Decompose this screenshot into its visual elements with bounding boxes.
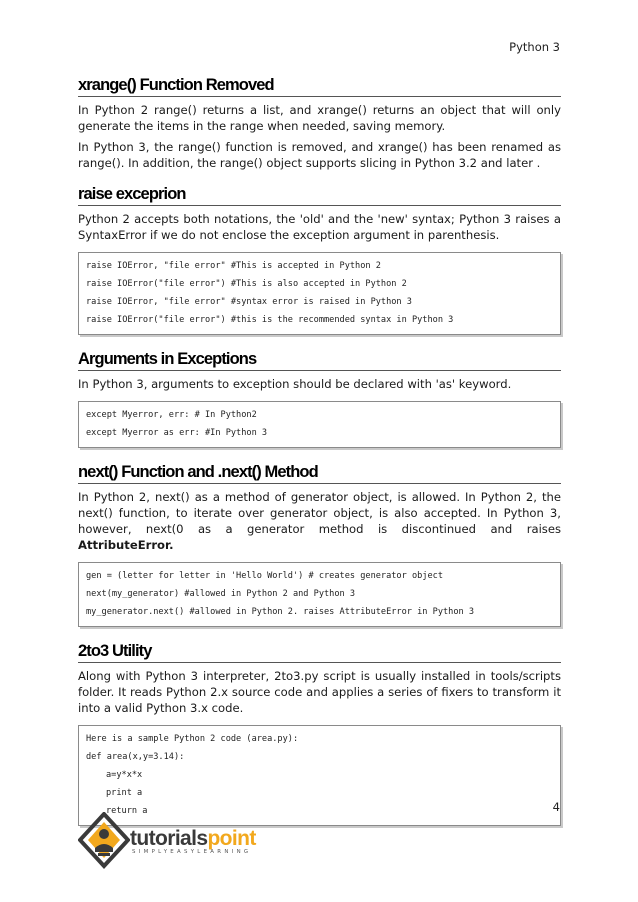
- arguments-paragraph: In Python 3, arguments to exception should be declared with 'as' keyword.: [78, 377, 512, 391]
- next-paragraph: [78, 489, 561, 553]
- next-paragraph-text: In Python 2, next() as a method of generator object, is allowed. In Python 2, the next() function, to iterate over generator object, is also accepted. In Python 3, however, next(0 as a generator method is discontinued and raises: [78, 490, 561, 536]
- code-line: return a: [106, 806, 148, 816]
- page-content: [78, 76, 561, 826]
- code-line: raise IOError("file error") #This is also accepted in Python 2: [86, 279, 407, 289]
- raise-code-block: [78, 252, 561, 335]
- code-line: except Myerror, err: # In Python2: [86, 410, 257, 420]
- logo-wordmark: [130, 827, 256, 851]
- xrange-paragraph-2: In Python 3, the range() function is removed, and xrange() has been renamed as range(). In addition, the range() object supports slicing in Python 3.2 and later .: [78, 140, 561, 170]
- code-line: my_generator.next() #allowed in Python 2. raises AttributeError in Python 3: [86, 607, 475, 617]
- section-heading-arguments: Arguments in Exceptions: [78, 350, 561, 371]
- code-line: raise IOError("file error") #this is the recommended syntax in Python 3: [86, 315, 454, 325]
- tutorialspoint-logo: [78, 812, 268, 870]
- next-code-block: [78, 562, 561, 627]
- code-line: except Myerror as err: #In Python 3: [86, 428, 268, 438]
- code-line: gen = (letter for letter in 'Hello World') # creates generator object: [86, 571, 443, 581]
- logo-tagline: SIMPLYEASYLEARNING: [132, 849, 252, 855]
- raise-paragraph: Python 2 accepts both notations, the 'old' and the 'new' syntax; Python 3 raises a SyntaxError if we do not enclose the exception argument in parenthesis.: [78, 212, 561, 242]
- code-line: raise IOError, "file error" #This is accepted in Python 2: [86, 261, 381, 271]
- page-number: 4: [552, 800, 560, 814]
- logo-diamond-icon: [78, 812, 130, 870]
- code-line: a=y*x*x: [106, 770, 143, 780]
- arguments-code-block: [78, 401, 561, 448]
- logo-text-accent: point: [207, 827, 256, 850]
- code-line: def area(x,y=3.14):: [86, 752, 185, 762]
- code-line: next(my_generator) #allowed in Python 2 and Python 3: [86, 589, 356, 599]
- running-header: Python 3: [509, 40, 560, 54]
- 2to3-paragraph: Along with Python 3 interpreter, 2to3.py script is usually installed in tools/scripts folder. It reads Python 2.x source code and applies a series of fixers to transform it into a valid Python 3.x code.: [78, 669, 561, 715]
- code-line: Here is a sample Python 2 code (area.py):: [86, 734, 299, 744]
- 2to3-code-block: [78, 725, 561, 826]
- code-line: raise IOError, "file error" #syntax error is raised in Python 3: [86, 297, 412, 307]
- section-heading-next: next() Function and .next() Method: [78, 463, 561, 484]
- next-paragraph-bold: AttributeError.: [78, 538, 174, 552]
- section-heading-xrange: xrange() Function Removed: [78, 76, 561, 97]
- logo-text-main: tutorials: [130, 827, 208, 850]
- xrange-paragraph-1: In Python 2 range() returns a list, and xrange() returns an object that will only generate the items in the range when needed, saving memory.: [78, 103, 561, 133]
- code-line: print a: [106, 788, 143, 798]
- section-heading-2to3: 2to3 Utility: [78, 642, 561, 663]
- section-heading-raise: raise exceprion: [78, 185, 561, 206]
